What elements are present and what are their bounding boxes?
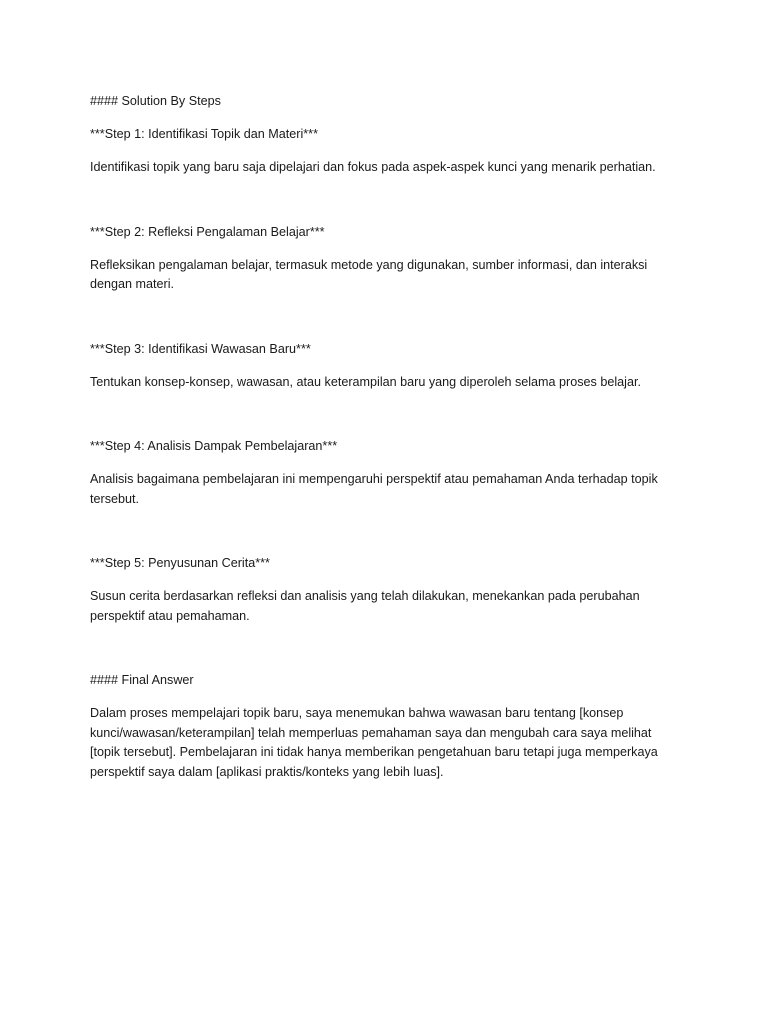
final-answer-heading: #### Final Answer — [90, 673, 194, 687]
step-5-body: Susun cerita berdasarkan refleksi dan analisis yang telah dilakukan, menekankan pada perubahan perspektif atau pemahaman. — [90, 589, 640, 623]
step-4-title: ***Step 4: Analisis Dampak Pembelajaran*** — [90, 439, 338, 453]
document-content — [90, 92, 680, 782]
step-1-title: ***Step 1: Identifikasi Topik dan Materi*** — [90, 127, 318, 141]
step-2-body: Refleksikan pengalaman belajar, termasuk metode yang digunakan, sumber informasi, dan interaksi dengan materi. — [90, 257, 648, 291]
step-4-body: Analisis bagaimana pembelajaran ini mempengaruhi perspektif atau pemahaman Anda terhadap topik tersebut. — [90, 472, 658, 506]
step-2-title: ***Step 2: Refleksi Pengalaman Belajar*** — [90, 224, 325, 239]
step-5-title: ***Step 5: Penyusunan Cerita*** — [90, 556, 270, 570]
solution-heading: #### Solution By Steps — [90, 94, 221, 108]
step-1-body: Identifikasi topik yang baru saja dipelajari dan fokus pada aspek-aspek kunci yang menarik perhatian. — [90, 160, 656, 174]
step-3-body: Tentukan konsep-konsep, wawasan, atau keterampilan baru yang diperoleh selama proses belajar. — [90, 374, 641, 389]
final-answer-body: Dalam proses mempelajari topik baru, saya menemukan bahwa wawasan baru tentang [konsep kunci/wawasan/keterampilan] telah memperluas pemahaman saya dan mengubah cara saya melihat [topik tersebut]. Pembelajaran ini tidak hanya memberikan pengetahuan baru tetapi juga memperkaya perspektif saya dalam [aplikasi praktis/konteks yang lebih luas]. — [90, 706, 658, 779]
step-3-title: ***Step 3: Identifikasi Wawasan Baru*** — [90, 341, 311, 356]
